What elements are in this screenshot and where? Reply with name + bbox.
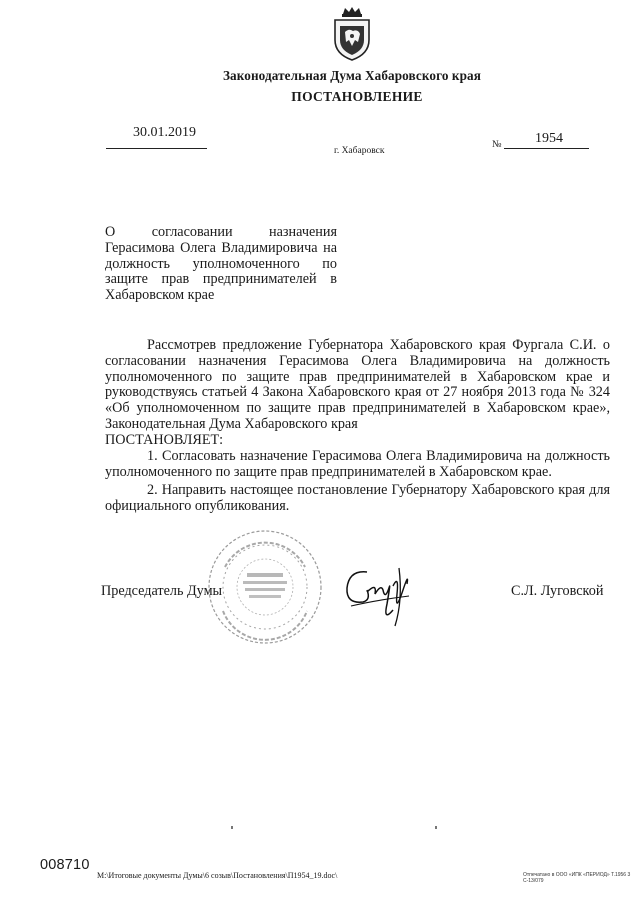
file-path: M:\Итоговые документы Думы\6 созыв\Постановления\П1954_19.doc\ (97, 871, 338, 880)
chairman-title: Председатель Думы (101, 583, 223, 599)
registration-number: 008710 (40, 857, 90, 873)
handwritten-signature-icon (337, 560, 427, 630)
round-stamp-icon (205, 527, 325, 647)
resolution-item-1: 1. Согласовать назначение Герасимова Олега Владимировича на должность уполномоченного по защите прав предпринимателей в Хабаровском крае. (105, 448, 610, 480)
document-date: 30.01.2019 (133, 125, 196, 140)
document-subject: О согласовании назначения Герасимова Олега Владимировича на должность уполномоченного по защите прав предпринимателей в Хабаровском крае (105, 224, 337, 304)
number-underline (504, 148, 589, 149)
number-sign: № (492, 139, 502, 150)
coat-of-arms-icon (331, 6, 373, 62)
printer-note: Отпечатано в ООО «ИПК «ПЕРИОД» Т.1956 3 С-13/079 (523, 872, 631, 884)
resolve-heading: ПОСТАНОВЛЯЕТ: (105, 432, 224, 448)
city: г. Хабаровск (334, 146, 385, 156)
date-underline (106, 148, 207, 149)
scan-mark (435, 826, 437, 829)
organization-name: Законодательная Дума Хабаровского края (223, 68, 481, 83)
document-type: ПОСТАНОВЛЕНИЕ (291, 89, 423, 104)
chairman-name: С.Л. Луговской (511, 583, 604, 599)
preamble-paragraph: Рассмотрев предложение Губернатора Хабаровского края Фургала С.И. о согласовании назначения Герасимова Олега Владимировича на должность уполномоченного по защите прав предпринимателей в Хабаровском крае и руководствуясь статьей 4 Закона Хабаровского края от 27 ноября 2013 года № 324 «Об уполномоченном по защите прав предпринимателей в Хабаровском крае», Законодательная Дума Хабаровского края (105, 337, 610, 432)
resolution-item-2: 2. Направить настоящее постановление Губернатору Хабаровского края для официального опубликования. (105, 482, 610, 514)
scan-mark (231, 826, 233, 829)
document-number: 1954 (535, 131, 563, 146)
